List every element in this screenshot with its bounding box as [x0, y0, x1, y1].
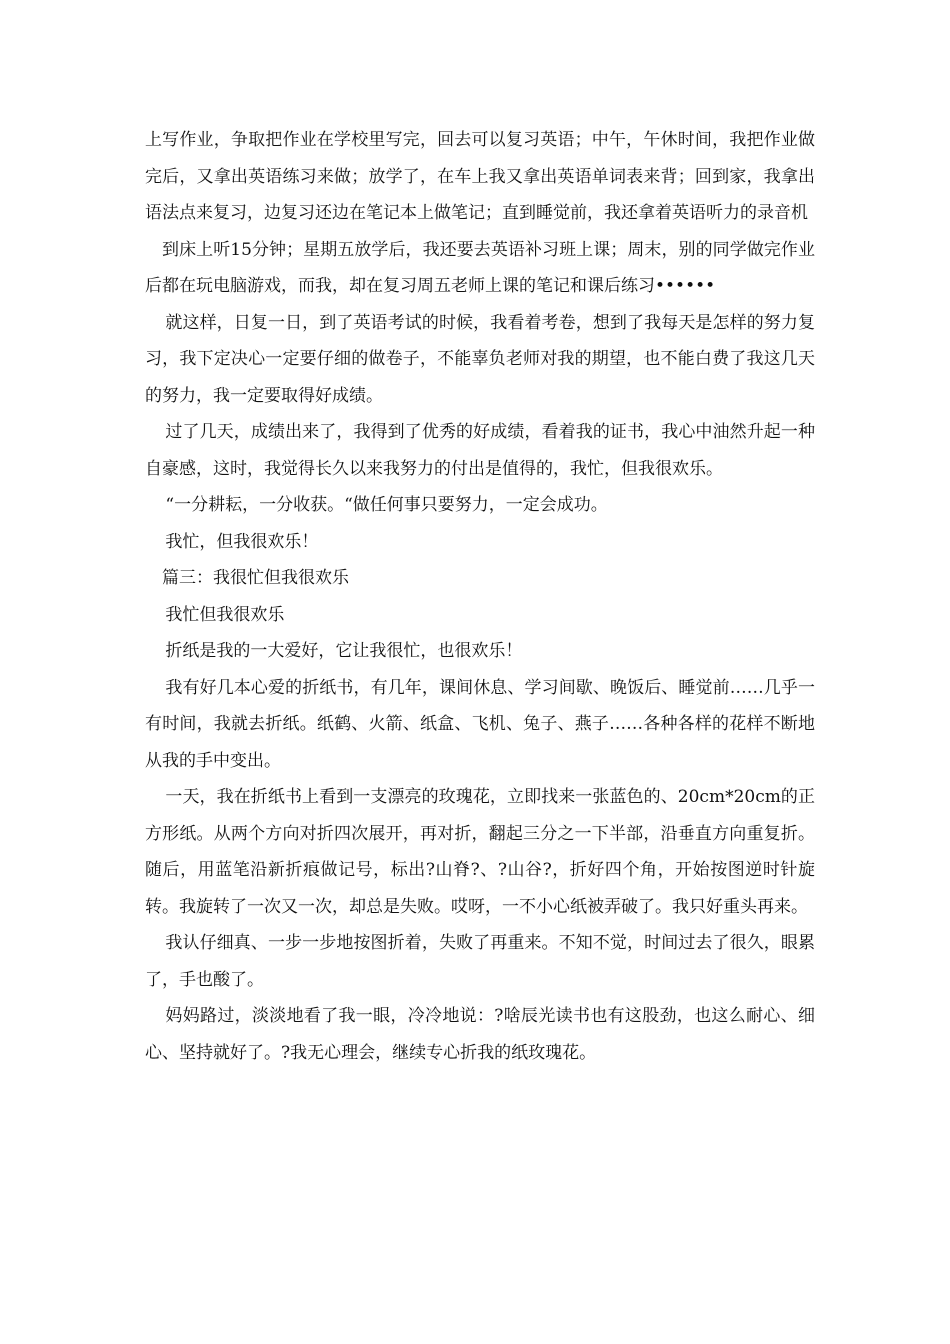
paragraph-hobby: 折纸是我的一大爱好，它让我很忙，也很欢乐！ — [165, 641, 523, 661]
essay-title: 我忙但我很欢乐 — [165, 604, 285, 625]
paragraph-quote: “一分耕耘，一分收获。“做任何事只要努力，一定会成功。 — [165, 495, 608, 515]
paragraph-rose-folding: 一天，我在折纸书上看到一支漂亮的玫瑰花，立即找来一张蓝色的、20cm*20cm的正方形纸。从两个方向对折四次展开，再对折，翻起三分之一下半部，沿垂直方向重复折。随后，用蓝笔沿新折痕做记号，标出?山脊?、?山谷?，折好四个角，开始按图逆时针旋转。我旋转了一次又一次，却总是失败。哎呀，一不小心纸被弄破了。我只好重头再来。 — [145, 787, 815, 917]
paragraph-persistence: 我认仔细真、一步一步地按图折着，失败了再重来。不知不觉，时间过去了很久，眼累了，手也酸了。 — [145, 933, 815, 990]
paragraph-weekend-study: 到床上听15分钟；星期五放学后，我还要去英语补习班上课；周末，别的同学做完作业后都在玩电脑游戏，而我，却在复习周五老师上课的笔记和课后练习•••••• — [145, 239, 815, 296]
paragraph-continued: 上写作业，争取把作业在学校里写完，回去可以复习英语；中午，午休时间，我把作业做完后，又拿出英语练习来做；放学了，在车上我又拿出英语单词表来背；回到家，我拿出语法点来复习，边复习还边在笔记本上做笔记；直到睡觉前，我还拿着英语听力的录音机 — [145, 130, 815, 223]
paragraph-exam-day: 就这样，日复一日，到了英语考试的时候，我看着考卷，想到了我每天是怎样的努力复习，我下定决心一定要仔细的做卷子，不能辜负老师对我的期望，也不能白费了我这几天的努力，我一定要取得好成绩。 — [145, 312, 815, 406]
body-text — [145, 122, 815, 1071]
section-heading: 篇三：我很忙但我很欢乐 — [162, 568, 349, 588]
paragraph-results: 过了几天，成绩出来了，我得到了优秀的好成绩，看着我的证书，我心中油然升起一种自豪感，这时，我觉得长久以来我努力的付出是值得的，我忙，但我很欢乐。 — [145, 422, 815, 479]
paragraph-conclusion: 我忙，但我很欢乐！ — [165, 531, 319, 552]
paragraph-mother: 妈妈路过，淡淡地看了我一眼，冷冷地说：?啥辰光读书也有这股劲，也这么耐心、细心、坚持就好了。?我无心理会，继续专心折我的纸玫瑰花。 — [145, 1006, 815, 1063]
paragraph-origami-books: 我有好几本心爱的折纸书，有几年，课间休息、学习间歇、晚饭后、睡觉前……几乎一有时间，我就去折纸。纸鹤、火箭、纸盒、飞机、兔子、燕子……各种各样的花样不断地从我的手中变出。 — [145, 677, 815, 771]
